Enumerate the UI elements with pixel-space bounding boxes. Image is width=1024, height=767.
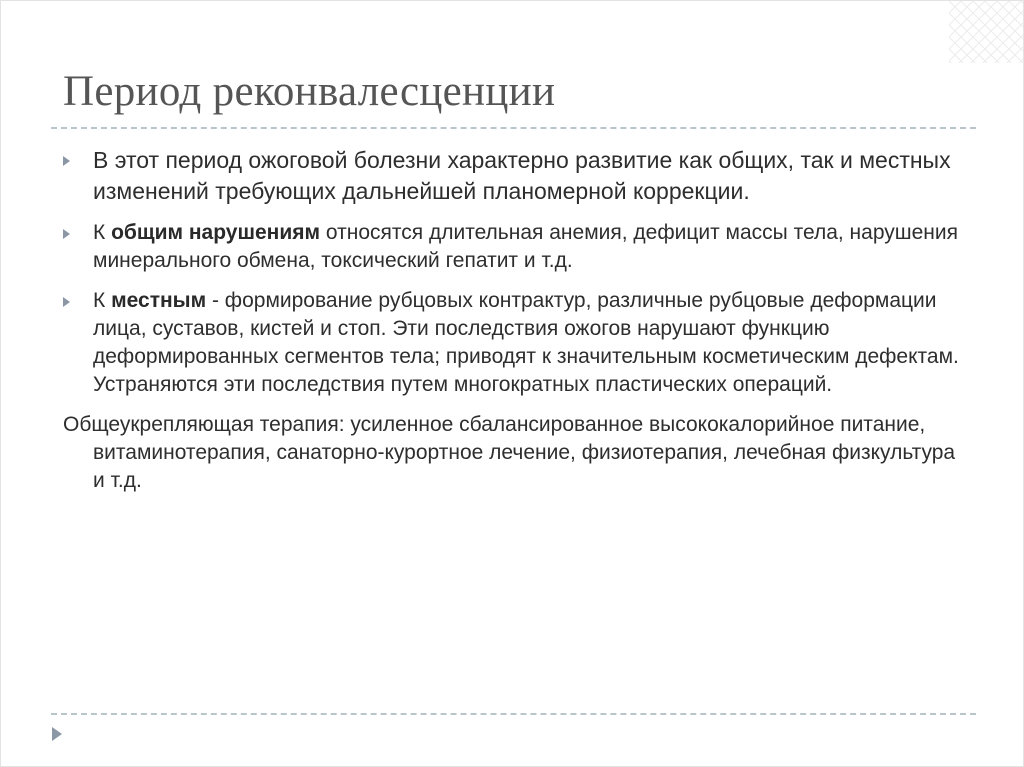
title-divider <box>51 127 976 129</box>
footer-divider <box>51 713 976 715</box>
therapy-paragraph: Общеукрепляющая терапия: усиленное сбалансированное высококалорийное питание, витаминотерапия, санаторно-курортное лечение, физиотерапия, лечебная физкультура и т.д. <box>63 413 956 492</box>
bullet-item-3 <box>63 287 963 399</box>
slide-title: Период реконвалесценции <box>63 68 556 115</box>
bullet-emphasis: общим нарушениям <box>111 221 321 244</box>
bullet-emphasis: местным <box>111 289 207 312</box>
bullet-text: В этот период ожоговой болезни характерно развитие как общих, так и местных изменений требующих дальнейшей планомерной коррекции. <box>93 147 951 204</box>
bullet-text: относятся длительная анемия, дефицит массы тела, нарушения минерального обмена, токсический гепатит и т.д. <box>93 221 959 272</box>
slide-content <box>63 145 963 495</box>
triangle-right-icon <box>63 297 70 307</box>
triangle-right-icon <box>63 229 70 239</box>
triangle-right-icon <box>63 156 70 166</box>
bullet-text: К <box>93 221 112 244</box>
bullet-text: - формирование рубцовых контрактур, различные рубцовые деформации лица, суставов, кистей и стоп. Эти последствия ожогов нарушают функцию деформированных сегментов тела; приводят к значительным косметическим дефектам. Устраняются эти последствия путем многократных пластических операций. <box>93 289 959 396</box>
corner-decoration <box>949 1 1023 63</box>
bullet-item-1 <box>63 145 963 207</box>
triangle-right-icon <box>52 727 62 741</box>
bullet-item-2 <box>63 219 963 275</box>
bullet-text: К <box>93 289 112 312</box>
